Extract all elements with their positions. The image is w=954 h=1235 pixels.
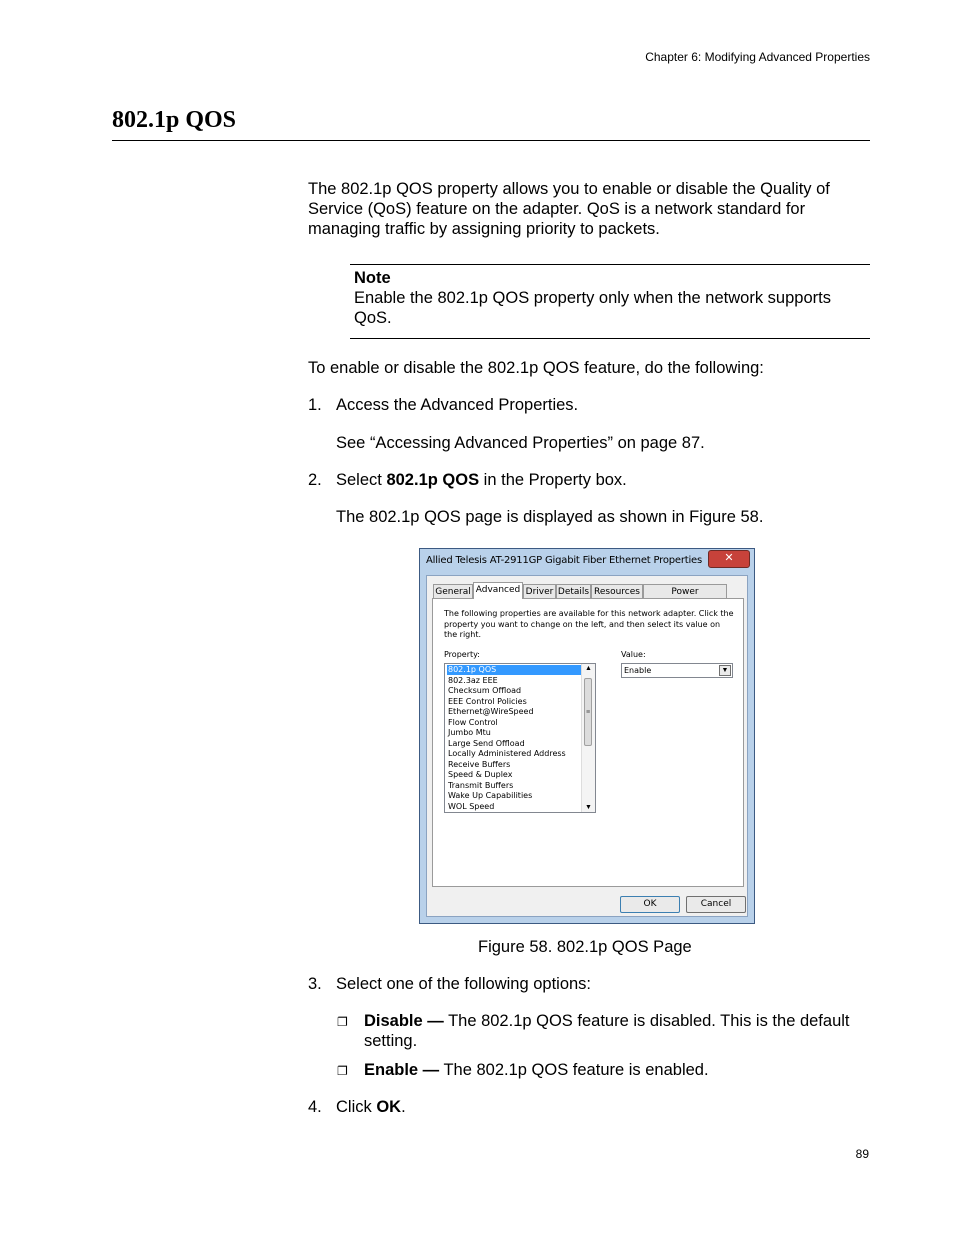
tab-driver[interactable]: Driver [523,584,556,598]
title-rule [112,140,870,141]
step-text: Click OK. [336,1098,406,1116]
value-dropdown[interactable] [621,663,733,678]
list-item[interactable]: Checksum Offload [448,686,522,695]
cancel-button[interactable]: Cancel [686,896,746,913]
list-item[interactable]: Ethernet@WireSpeed [448,707,534,716]
list-item[interactable]: EEE Control Policies [448,696,527,706]
list-item[interactable]: Jumbo Mtu [448,728,491,737]
tab-resources[interactable]: Resources [591,584,643,598]
lead-paragraph: To enable or disable the 802.1p QOS feature, do the following: [308,359,764,377]
step-number: 3. [308,975,322,993]
list-item[interactable]: 802.1p QOS [447,665,581,675]
property-listbox[interactable] [444,663,596,813]
list-item[interactable]: Large Send Offload [448,738,525,748]
value-label: Value: [621,650,646,659]
step-number: 1. [308,396,322,414]
value-selected: Enable [624,666,652,675]
property-label: Property: [444,650,480,659]
list-item[interactable]: Receive Buffers [448,759,511,769]
listbox-scrollbar[interactable] [581,664,595,812]
scroll-down-icon[interactable]: ▼ [585,804,592,811]
running-header: Chapter 6: Modifying Advanced Properties [645,50,870,64]
note-title: Note [354,269,391,287]
step-number: 2. [308,471,322,489]
dialog-title: Allied Telesis AT-2911GP Gigabit Fiber Ethernet Properties [426,555,703,566]
list-item[interactable]: WOL Speed [448,801,495,811]
note-text: Enable the 802.1p QOS property only when the network supports QoS. [354,289,831,327]
list-item[interactable]: 802.3az EEE [448,675,498,685]
option-enable: Enable — The 802.1p QOS feature is enabled. [364,1061,709,1079]
note-box [350,264,870,339]
step-subtext: See “Accessing Advanced Properties” on page 87. [336,434,705,452]
scroll-up-icon[interactable]: ▲ [585,665,592,672]
list-item[interactable]: Locally Administered Address [448,749,566,758]
properties-dialog [419,548,755,924]
option-disable: Disable — The 802.1p QOS feature is disabled. This is the default setting. [364,1012,850,1050]
list-item[interactable]: Transmit Buffers [448,780,514,790]
tab-general[interactable]: General [433,584,473,598]
step-subtext: The 802.1p QOS page is displayed as shown in Figure 58. [336,508,764,526]
list-item[interactable]: Wake Up Capabilities [448,791,533,800]
grip-icon: ≡ [586,709,591,716]
panel-description: The following properties are available for this network adapter. Click the property you want to change on the left, and then select its value on the right. [444,609,734,639]
chevron-down-icon[interactable]: ▼ [719,665,731,676]
bullet-icon: ❐ [337,1064,348,1078]
close-icon[interactable]: ✕ [708,550,750,568]
step-number: 4. [308,1098,322,1116]
step-text: Select 802.1p QOS in the Property box. [336,471,627,489]
section-title: 802.1p QOS [112,107,237,133]
ok-button[interactable]: OK [620,896,680,913]
list-item[interactable]: Speed & Duplex [448,770,513,779]
figure-caption: Figure 58. 802.1p QOS Page [478,938,692,956]
bullet-icon: ❐ [337,1015,348,1029]
page-number: 89 [855,1147,869,1161]
list-item[interactable]: Flow Control [448,717,498,727]
dialog-body [426,575,748,917]
tab-details[interactable]: Details [556,584,591,598]
tab-advanced[interactable]: Advanced [473,582,523,599]
step-text: Access the Advanced Properties. [336,396,579,414]
advanced-panel [432,598,744,887]
tab-power-management[interactable]: Power [643,584,727,598]
intro-paragraph: The 802.1p QOS property allows you to enable or disable the Quality of Service (QoS) feature on the adapter. QoS is a network standard for managing traffic by assigning priority to packets. [308,180,830,238]
scroll-thumb[interactable] [584,678,592,746]
step-text: Select one of the following options: [336,975,592,993]
